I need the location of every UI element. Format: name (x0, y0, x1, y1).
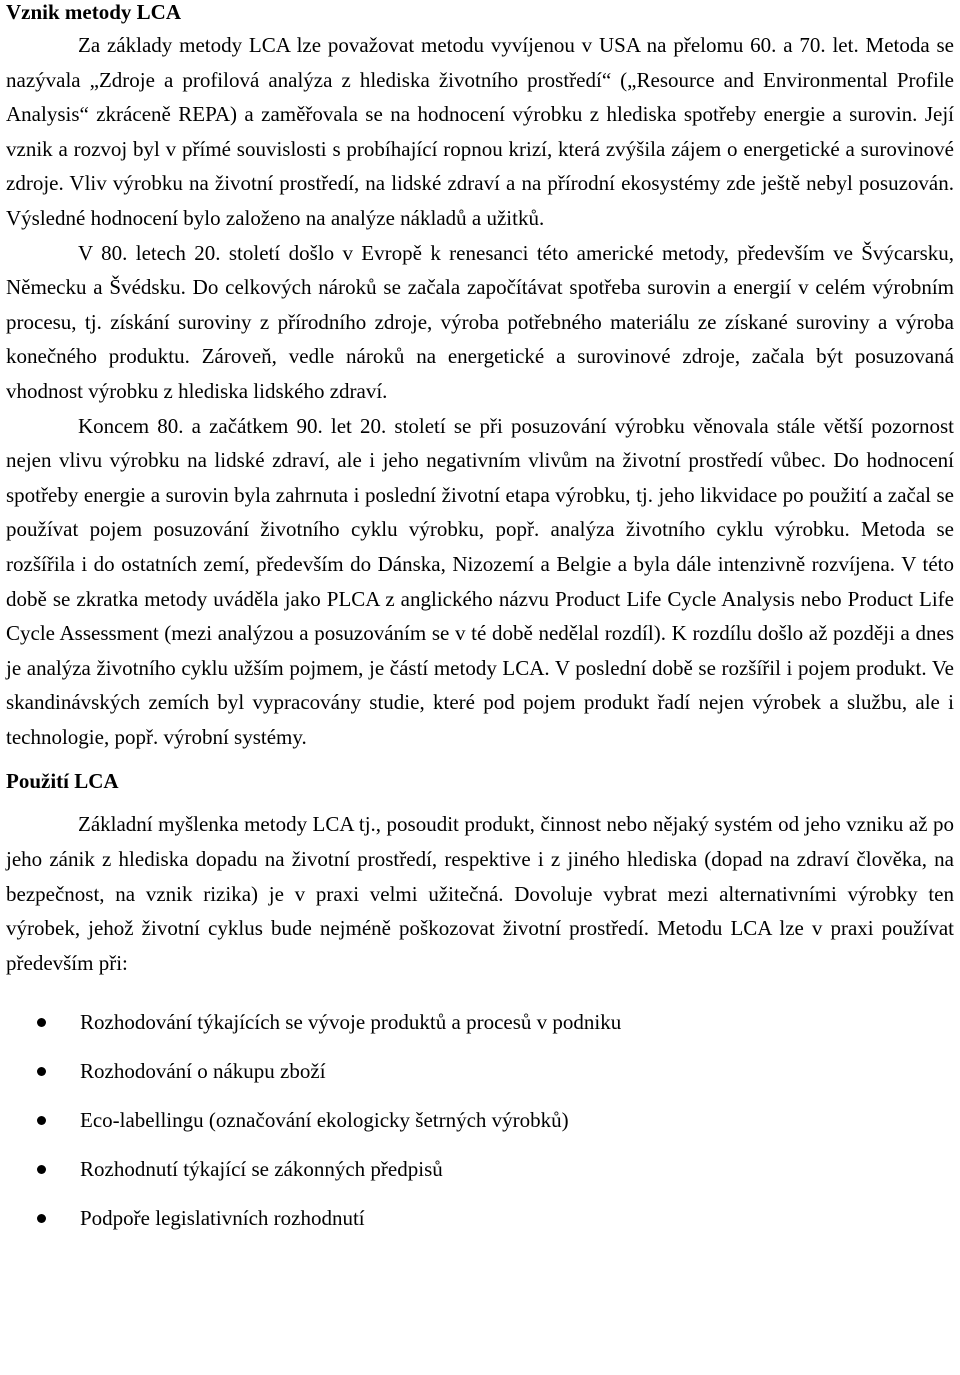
paragraph-2: V 80. letech 20. století došlo v Evropě k renesanci této americké metody, především ve Švýcarsku, Německu a Švédsku. Do celkových nároků se začala započítávat spotřeba surovin a energií v celém výrobním procesu, tj. získání suroviny z přírodního zdroje, výroba potřebného materiálu ze získané suroviny a výroba konečného produktu. Zároveň, vedle nároků na energetické a surovinové zdroje, začala být posuzovaná vhodnost výrobku z hlediska lidského zdraví. (6, 240, 954, 403)
bullet-icon (37, 1116, 46, 1125)
paragraph-4: Základní myšlenka metody LCA tj., posoudit produkt, činnost nebo nějaký systém od jeho vzniku až po jeho zánik z hlediska dopadu na životní prostředí, respektive i z jiného hlediska (dopad na zdraví člověka, na bezpečnost, na vznik rizika) je v praxi velmi užitečná. Dovoluje vybrat mezi alternativními výrobky ten výrobek, jehož životní cyklus bude nejméně poškozovat životní prostředí. Metodu LCA lze v praxi používat především při: (6, 812, 954, 975)
list-item (6, 1145, 954, 1194)
list-item (6, 998, 954, 1047)
bullet-icon (37, 1165, 46, 1174)
list-item-text: Rozhodování týkajících se vývoje produktů a procesů v podniku (80, 1010, 622, 1035)
list-item-text: Eco-labellingu (označování ekologicky šetrných výrobků) (80, 1108, 569, 1133)
paragraph-1: Za základy metody LCA lze považovat metodu vyvíjenou v USA na přelomu 60. a 70. let. Metoda se nazývala „Zdroje a profilová analýza z hlediska životního prostředí“ („Resource and Environmental Profile Analysis“ zkráceně REPA) a zaměřovala se na hodnocení výrobku z hlediska spotřeby energie a surovin. Její vznik a rozvoj byl v přímé souvislosti s probíhající ropnou krizí, která zvýšila zájem o energetické a surovinové zdroje. Vliv výrobku na životní prostředí, na lidské zdraví a na přírodní ekosystémy zde ještě nebyl posuzován. Výsledné hodnocení bylo založeno na analýze nákladů a užitků. (6, 33, 954, 230)
list-item (6, 1194, 954, 1243)
bullet-icon (37, 1214, 46, 1223)
document-page (6, 0, 954, 1243)
bullet-icon (37, 1018, 46, 1027)
section-heading-vznik: Vznik metody LCA (6, 0, 182, 24)
section-heading-pouziti: Použití LCA (6, 769, 119, 794)
usage-list (6, 998, 954, 1243)
list-item (6, 1047, 954, 1096)
list-item-text: Rozhodování o nákupu zboží (80, 1059, 326, 1084)
bullet-icon (37, 1067, 46, 1076)
list-item-text: Podpoře legislativních rozhodnutí (80, 1206, 365, 1231)
list-item-text: Rozhodnutí týkající se zákonných předpisů (80, 1157, 443, 1182)
paragraph-3: Koncem 80. a začátkem 90. let 20. století se při posuzování výrobku věnovala stále větší pozornost nejen vlivu výrobku na lidské zdraví, ale i jeho negativním vlivům na životní prostředí vůbec. Do hodnocení spotřeby energie a surovin byla zahrnuta i poslední životní etapa výrobku, tj. jeho likvidace po použití a začal se používat pojem posuzování životního cyklu výrobku, popř. analýza životního cyklu výrobku. Metoda se rozšířila i do ostatních zemí, především do Dánska, Nizozemí a Belgie a byla dále intenzivně rozvíjena. V této době se zkratka metody uváděla jako PLCA z anglického názvu Product Life Cycle Analysis nebo Product Life Cycle Assessment (mezi analýzou a posuzováním se v té době nedělal rozdíl). K rozdílu došlo až později a dnes je analýza životního cyklu užším pojmem, je částí metody LCA. V poslední době se rozšířil i pojem produkt. Ve skandinávských zemích byl vypracovány studie, které pod pojem produkt řadí nejen výrobek a službu, ale i technologie, popř. výrobní systémy. (6, 413, 954, 749)
list-item (6, 1096, 954, 1145)
